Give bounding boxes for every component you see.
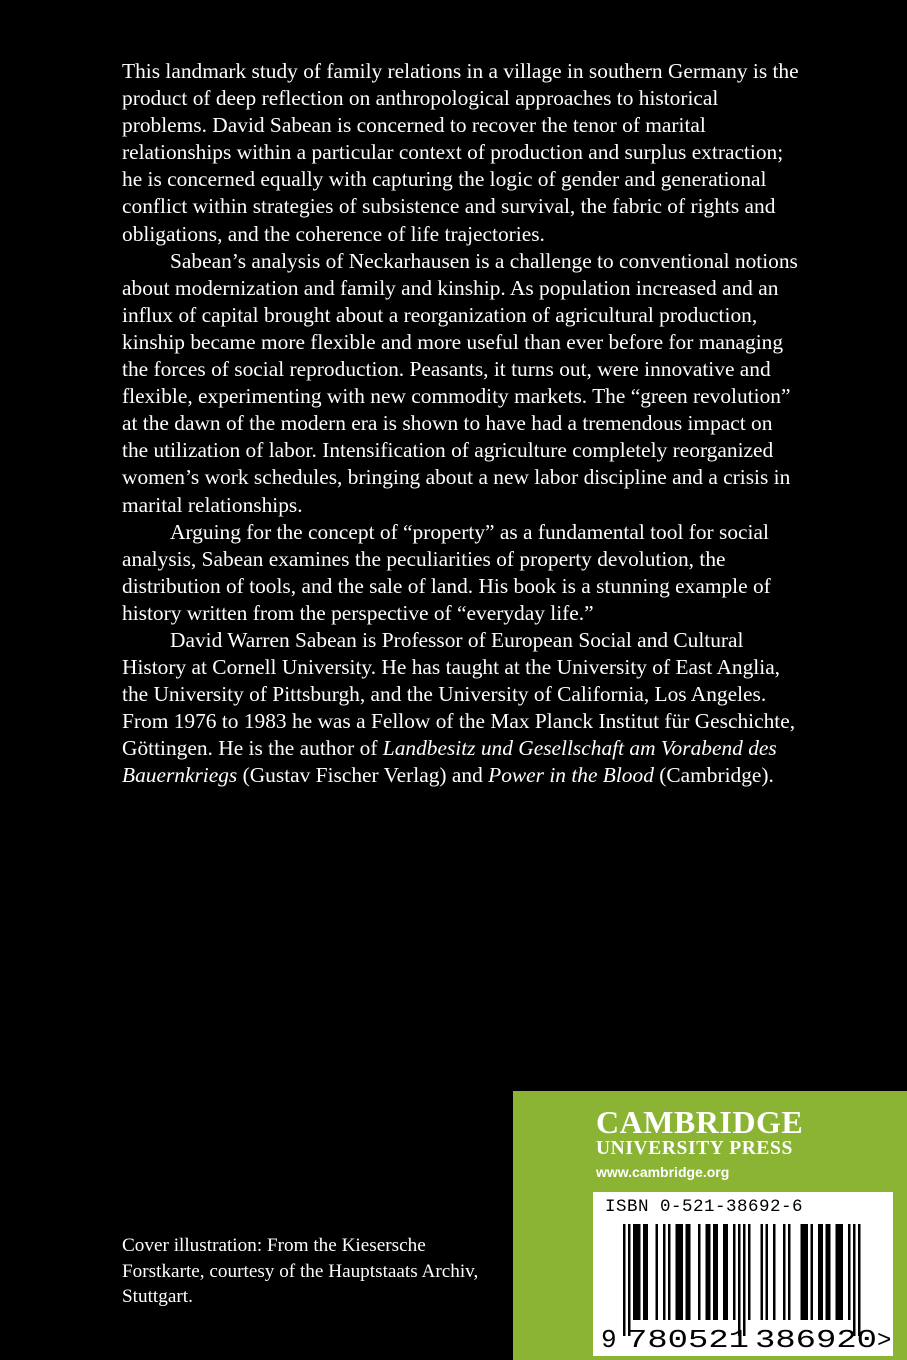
barcode-bar: [803, 1224, 806, 1320]
isbn-label: ISBN 0-521-38692-6: [605, 1197, 804, 1217]
barcode-quiet-zone-arrow: >: [877, 1328, 892, 1354]
barcode-bar: [788, 1224, 791, 1320]
barcode-bar: [766, 1224, 769, 1320]
barcode-bar: [716, 1224, 719, 1320]
author-bio-part-b: (Gustav Fischer Verlag) and: [237, 763, 489, 788]
barcode-bar: [656, 1224, 659, 1320]
barcode-bar: [838, 1224, 841, 1320]
barcode-bar: [826, 1224, 829, 1320]
barcode-bar: [623, 1224, 626, 1336]
barcode-bar: [663, 1224, 666, 1320]
barcode-bar: [668, 1224, 671, 1320]
blurb-paragraph-1: This landmark study of family relations in a village in southern Germany is the product of deep reflection on anthropological approaches to historical problems. David Sabean is concerned to recover the tenor of marital relationships within a particular context of production and surplus extraction; he is concerned equally with capturing the logic of gender and generational conflict within strategies of subsistence and survival, the fabric of rights and obligations, and the coherence of life trajectories.: [122, 59, 799, 246]
cover-illustration-credit: Cover illustration: From the Kiesersche Forstkarte, courtesy of the Hauptstaats Archiv, Stuttgart.: [122, 1235, 479, 1307]
barcode: [593, 1224, 893, 1354]
barcode-digits-right: 386920: [755, 1325, 877, 1354]
barcode-bar: [688, 1224, 691, 1320]
barcode-bar: [636, 1224, 639, 1320]
barcode-bars: [623, 1224, 861, 1336]
barcode-bar: [678, 1224, 681, 1320]
book-title-landbesitz: Landbesitz und Gesellschaft am Vorabend des Bauernkriegs: [122, 736, 777, 788]
publisher-url: www.cambridge.org: [596, 1164, 730, 1180]
barcode-bar: [811, 1224, 814, 1320]
publisher-box: [513, 1091, 907, 1360]
barcode-bar: [706, 1224, 709, 1320]
barcode-bar: [848, 1224, 851, 1320]
publisher-subtitle: UNIVERSITY PRESS: [596, 1138, 793, 1159]
barcode-bar: [858, 1224, 861, 1336]
barcode-bar: [738, 1224, 741, 1336]
barcode-bar: [743, 1224, 746, 1336]
barcode-digit-first: 9: [601, 1325, 617, 1354]
barcode-bar: [638, 1224, 641, 1320]
barcode-bar: [686, 1224, 689, 1320]
publisher-name: CAMBRIDGE: [596, 1104, 804, 1140]
barcode-bar: [676, 1224, 679, 1320]
barcode-bar: [806, 1224, 809, 1320]
barcode-bar: [836, 1224, 839, 1320]
blurb-paragraph-2: Sabean’s analysis of Neckarhausen is a challenge to conventional notions about modernization and family and kinship. As population increased and an influx of capital brought about a reorganization of agricultural production, kinship became more flexible and more useful than ever before for managing the forces of social reproduction. Peasants, it turns out, were innovative and flexible, experimenting with new commodity markets. The “green revolution” at the dawn of the modern era is shown to have had a tremendous impact on the utilization of labor. Intensification of agriculture completely reorganized women’s work schedules, bringing about a new labor discipline and a crisis in marital relationships.: [122, 248, 798, 517]
barcode-bar: [733, 1224, 736, 1320]
barcode-digits-left: 780521: [627, 1325, 749, 1354]
barcode-bar: [713, 1224, 716, 1320]
barcode-bar: [708, 1224, 711, 1320]
barcode-bar: [723, 1224, 726, 1320]
barcode-bar: [646, 1224, 649, 1320]
barcode-bar: [633, 1224, 636, 1320]
barcode-bar: [818, 1224, 821, 1320]
barcode-bar: [643, 1224, 646, 1320]
barcode-bar: [761, 1224, 764, 1320]
blurb-paragraph-3: Arguing for the concept of “property” as a fundamental tool for social analysis, Sabean examines the peculiarities of property devolution, the distribution of tools, and the sale of land. His book is a stunning example of history written from the perspective of “everyday life.”: [122, 519, 771, 625]
author-bio-part-c: (Cambridge).: [653, 763, 774, 788]
barcode-bar: [801, 1224, 804, 1320]
barcode-bar: [841, 1224, 844, 1320]
blurb-text: [122, 58, 802, 790]
barcode-bar: [773, 1224, 776, 1320]
barcode-bar: [828, 1224, 831, 1320]
barcode-bar: [821, 1224, 824, 1320]
barcode-panel: [593, 1192, 893, 1356]
barcode-bar: [628, 1224, 631, 1336]
author-bio-paragraph: [122, 627, 802, 790]
barcode-bar: [681, 1224, 684, 1320]
barcode-bar: [783, 1224, 786, 1320]
barcode-bar: [726, 1224, 729, 1320]
author-bio-part-a: David Warren Sabean is Professor of European Social and Cultural History at Cornell University. He has taught at the University of East Anglia, the University of Pittsburgh, and the University of California, Los Angeles. From 1976 to 1983 he was a Fellow of the Max Planck Institut für Geschichte, Göttingen. He is the author of: [122, 627, 796, 761]
barcode-bar: [853, 1224, 856, 1336]
book-title-power-in-the-blood: Power in the Blood: [488, 763, 654, 788]
barcode-bar: [748, 1224, 751, 1320]
barcode-bar: [698, 1224, 701, 1320]
